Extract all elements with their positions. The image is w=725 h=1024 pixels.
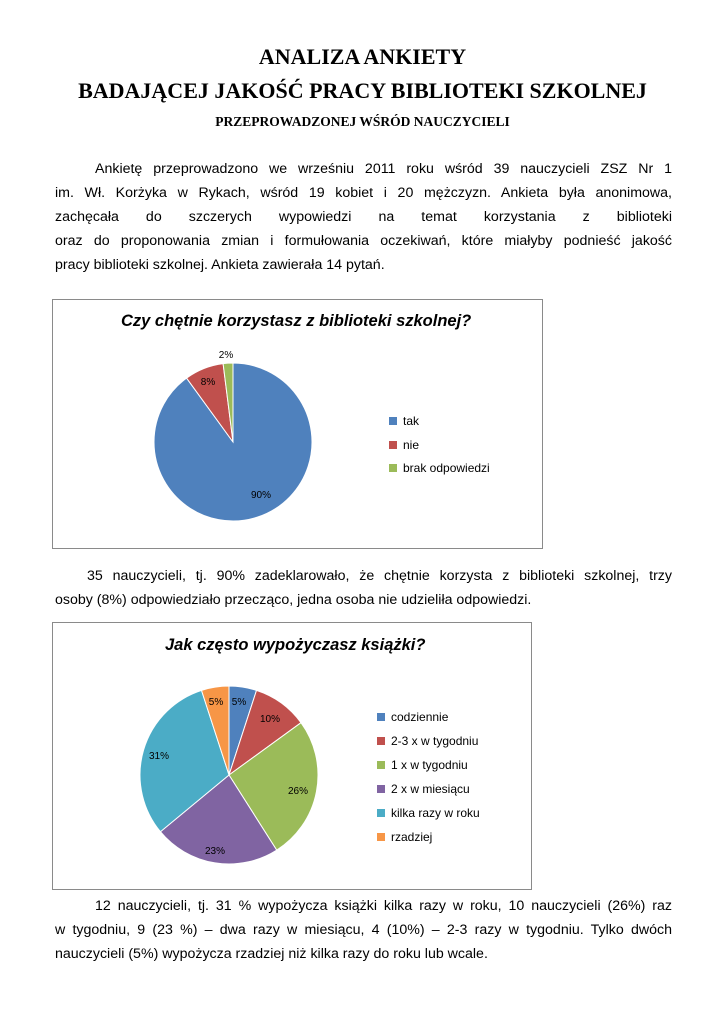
legend-label: tak bbox=[403, 414, 420, 428]
document-title: ANALIZA ANKIETY bbox=[258, 44, 467, 69]
intro-line: zachęcała do szczerych wypowiedzi na temat korzystania z biblioteki bbox=[55, 209, 672, 225]
legend-swatch bbox=[389, 441, 397, 449]
comment-line: 35 nauczycieli, tj. 90% zadeklarowało, że chętnie korzysta z biblioteki szkolnej, trzy bbox=[87, 568, 672, 584]
data-label: 31% bbox=[148, 751, 170, 762]
legend-label: kilka razy w roku bbox=[391, 806, 480, 820]
chart-library-usage bbox=[52, 299, 543, 549]
legend-label: 2-3 x w tygodniu bbox=[391, 734, 479, 748]
legend-item bbox=[389, 414, 419, 428]
legend-item bbox=[377, 806, 480, 820]
comment-paragraph-1 bbox=[55, 564, 672, 612]
data-label: 5% bbox=[231, 697, 247, 708]
comment-line: w tygodniu, 9 (23 %) – dwa razy w miesiącu, 4 (10%) – 2-3 razy w tygodniu. Tylko dwóch bbox=[55, 922, 672, 938]
intro-paragraph bbox=[55, 157, 672, 277]
legend-label: rzadziej bbox=[391, 830, 433, 844]
legend-item bbox=[377, 734, 478, 748]
legend-label: 2 x w miesiącu bbox=[391, 782, 470, 796]
legend-item bbox=[389, 438, 419, 452]
legend-swatch bbox=[389, 417, 397, 425]
pie-chart-2 bbox=[53, 623, 531, 889]
data-label: 90% bbox=[250, 490, 272, 501]
legend-item bbox=[389, 461, 490, 475]
legend-item bbox=[377, 758, 468, 772]
data-label: 5% bbox=[208, 697, 224, 708]
comment-line: 12 nauczycieli, tj. 31 % wypożycza książki kilka razy w roku, 10 nauczycieli (26%) raz bbox=[95, 898, 672, 914]
chart-borrowing-frequency bbox=[52, 622, 532, 890]
legend-swatch bbox=[377, 809, 385, 817]
data-label: 2% bbox=[218, 350, 234, 361]
document-subtitle: PRZEPROWADZONEJ WŚRÓD NAUCZYCIELI bbox=[215, 114, 510, 129]
intro-line: pracy biblioteki szkolnej. Ankieta zawierała 14 pytań. bbox=[55, 257, 385, 273]
legend-swatch bbox=[377, 713, 385, 721]
legend-swatch bbox=[377, 737, 385, 745]
legend-item bbox=[377, 710, 448, 724]
legend-label: codziennie bbox=[391, 710, 449, 724]
comment-paragraph-2 bbox=[55, 894, 672, 966]
intro-line: im. Wł. Korżyka w Rykach, wśród 19 kobiet i 20 mężczyzn. Ankieta była anonimowa, bbox=[55, 185, 672, 201]
data-label: 26% bbox=[287, 786, 309, 797]
data-label: 23% bbox=[204, 846, 226, 857]
chart-title: Jak często wypożyczasz książki? bbox=[165, 636, 426, 654]
legend-label: nie bbox=[403, 438, 420, 452]
comment-line: osoby (8%) odpowiedziało przecząco, jedna osoba nie udzieliła odpowiedzi. bbox=[55, 592, 532, 608]
document-title-line2: BADAJĄCEJ JAKOŚĆ PRACY BIBLIOTEKI SZKOLNEJ bbox=[78, 78, 647, 103]
legend-swatch bbox=[377, 833, 385, 841]
comment-line: nauczycieli (5%) wypożycza rzadziej niż kilka razy do roku lub wcale. bbox=[55, 946, 488, 962]
data-label: 10% bbox=[259, 714, 281, 725]
legend-item bbox=[377, 830, 432, 844]
legend-label: 1 x w tygodniu bbox=[391, 758, 468, 772]
legend-swatch bbox=[377, 785, 385, 793]
legend-item bbox=[377, 782, 470, 796]
legend-swatch bbox=[389, 464, 397, 472]
chart-title: Czy chętnie korzystasz z biblioteki szkolnej? bbox=[121, 312, 472, 330]
pie-chart-1 bbox=[53, 300, 542, 548]
legend-label: brak odpowiedzi bbox=[403, 461, 490, 475]
intro-line: Ankietę przeprowadzono we wrześniu 2011 roku wśród 39 nauczycieli ZSZ Nr 1 bbox=[95, 161, 672, 177]
data-label: 8% bbox=[200, 377, 216, 388]
intro-line: oraz do proponowania zmian i formułowania oczekiwań, które miałyby podnieść jakość bbox=[55, 233, 672, 249]
legend-swatch bbox=[377, 761, 385, 769]
